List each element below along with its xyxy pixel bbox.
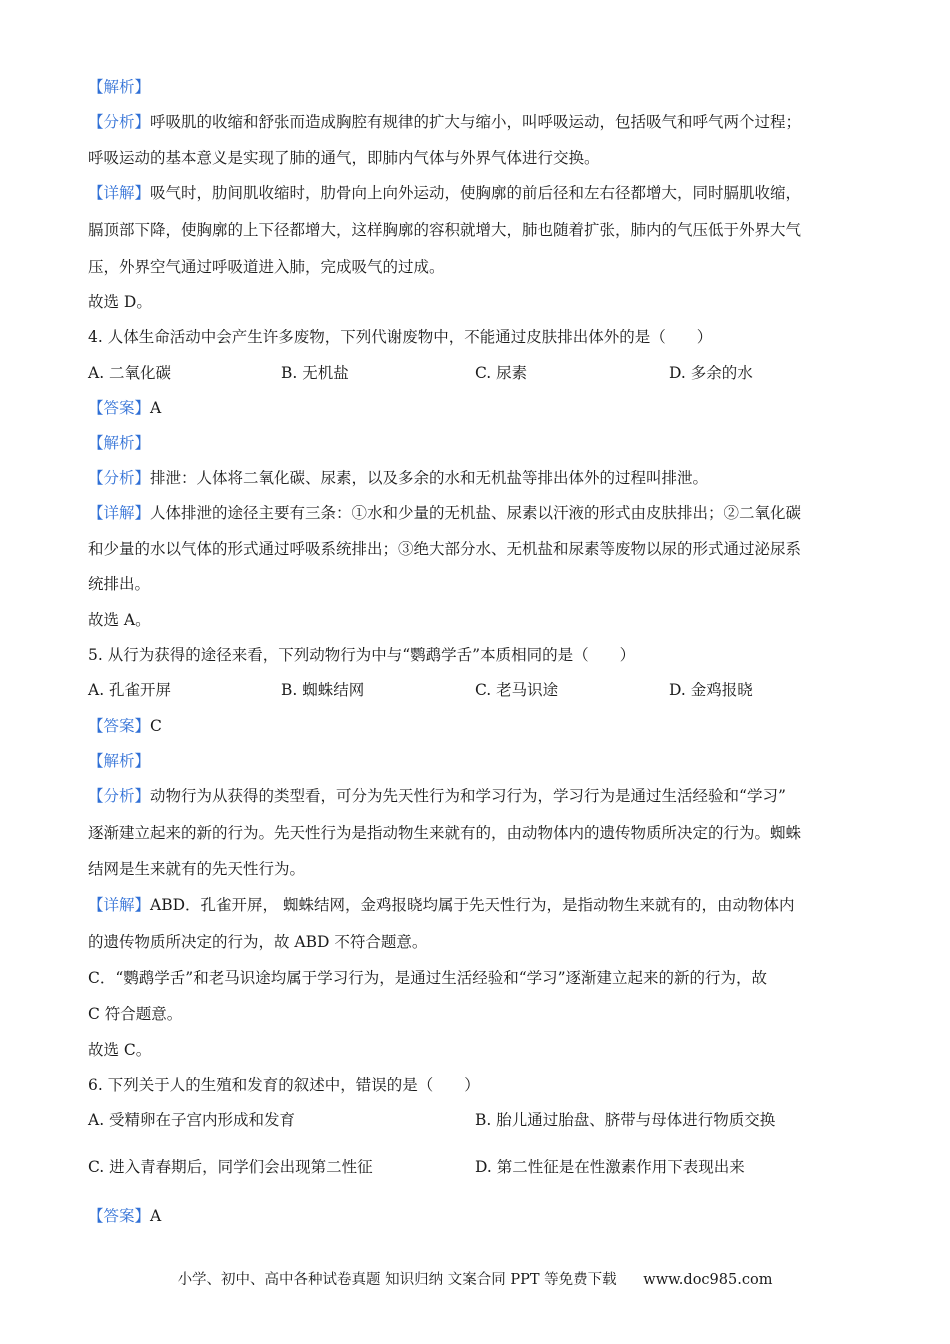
- q4-xiangjie-line-3: 统排出。: [88, 575, 151, 593]
- q5-fenxi-line-2: 逐渐建立起来的新的行为。先天性行为是指动物生来就有的，由动物体内的遗传物质所决定的行为。蜘蛛: [88, 824, 802, 842]
- q5-stem: 5. 从行为获得的途径来看，下列动物行为中与“鹦鹉学舌”本质相同的是（ ）: [88, 646, 636, 664]
- q5-xiangjie-line-3: C．“鹦鹉学舌”和老马识途均属于学习行为，是通过生活经验和“学习”逐渐建立起来的新的行为，故: [88, 969, 768, 987]
- footer-url-link[interactable]: www.doc985.com: [643, 1272, 773, 1288]
- q6-option-b: B. 胎儿通过胎盘、脐带与母体进行物质交换: [475, 1111, 776, 1129]
- q6-option-c: C. 进入青春期后，同学们会出现第二性征: [88, 1158, 373, 1176]
- q5-option-c: C. 老马识途: [475, 681, 559, 699]
- q5-option-b: B. 蜘蛛结网: [281, 681, 365, 699]
- q4-answer: 【答案】A: [88, 399, 162, 417]
- q5-answer: 【答案】C: [88, 717, 162, 735]
- page-footer: [0, 1268, 950, 1289]
- q3-fenxi-line-2: 呼吸运动的基本意义是实现了肺的通气，即肺内气体与外界气体进行交换。: [88, 149, 600, 167]
- q6-stem: 6. 下列关于人的生殖和发育的叙述中，错误的是（ ）: [88, 1076, 480, 1094]
- q5-fenxi-line-1: 【分析】动物行为从获得的类型看，可分为先天性行为和学习行为，学习行为是通过生活经验和“学习”: [88, 787, 786, 805]
- q6-answer: 【答案】A: [88, 1207, 162, 1225]
- q3-conclusion: 故选 D。: [88, 293, 152, 311]
- q5-xiangjie-line-2: 的遗传物质所决定的行为，故 ABD 不符合题意。: [88, 933, 428, 951]
- q4-option-a: A. 二氧化碳: [88, 364, 172, 382]
- q5-jiexi-label: 【解析】: [88, 752, 151, 770]
- q5-option-a: A. 孔雀开屏: [88, 681, 172, 699]
- q5-xiangjie-line-4: C 符合题意。: [88, 1005, 183, 1023]
- q6-option-a: A. 受精卵在子宫内形成和发育: [88, 1111, 296, 1129]
- q4-option-d: D. 多余的水: [669, 364, 753, 382]
- q3-fenxi-line-1: 【分析】呼吸肌的收缩和舒张而造成胸腔有规律的扩大与缩小，叫呼吸运动，包括吸气和呼气两个过程；: [88, 113, 802, 131]
- q3-xiangjie-line-1: 【详解】吸气时，肋间肌收缩时，肋骨向上向外运动，使胸廓的前后径和左右径都增大，同时膈肌收缩，: [88, 184, 802, 202]
- footer-text: 小学、初中、高中各种试卷真题 知识归纳 文案合同 PPT 等免费下载: [177, 1272, 617, 1288]
- q4-xiangjie-line-2: 和少量的水以气体的形式通过呼吸系统排出；③绝大部分水、无机盐和尿素等废物以尿的形式通过泌尿系: [88, 540, 802, 558]
- q4-xiangjie-line-1: 【详解】人体排泄的途径主要有三条：①水和少量的无机盐、尿素以汗液的形式由皮肤排出；②二氧化碳: [88, 504, 802, 522]
- q5-xiangjie-line-1: 【详解】ABD．孔雀开屏， 蜘蛛结网，金鸡报晓均属于先天性行为，是指动物生来就有的，由动物体内: [88, 896, 795, 914]
- q5-fenxi-line-3: 结网是生来就有的先天性行为。: [88, 860, 306, 878]
- q4-fenxi-line-1: 【分析】排泄：人体将二氧化碳、尿素，以及多余的水和无机盐等排出体外的过程叫排泄。: [88, 469, 709, 487]
- q5-conclusion: 故选 C。: [88, 1041, 152, 1059]
- q3-xiangjie-line-3: 压，外界空气通过呼吸道进入肺，完成吸气的过成。: [88, 258, 445, 276]
- q4-conclusion: 故选 A。: [88, 611, 151, 629]
- q3-jiexi-label: 【解析】: [88, 78, 151, 96]
- q3-xiangjie-line-2: 膈顶部下降，使胸廓的上下径都增大，这样胸廓的容积就增大，肺也随着扩张，肺内的气压低于外界大气: [88, 221, 802, 239]
- q6-option-d: D. 第二性征是在性激素作用下表现出来: [475, 1158, 745, 1176]
- q4-option-b: B. 无机盐: [281, 364, 349, 382]
- q5-option-d: D. 金鸡报晓: [669, 681, 753, 699]
- q4-stem: 4. 人体生命活动中会产生许多废物，下列代谢废物中，不能通过皮肤排出体外的是（ ）: [88, 328, 713, 346]
- q4-option-c: C. 尿素: [475, 364, 528, 382]
- q4-jiexi-label: 【解析】: [88, 434, 151, 452]
